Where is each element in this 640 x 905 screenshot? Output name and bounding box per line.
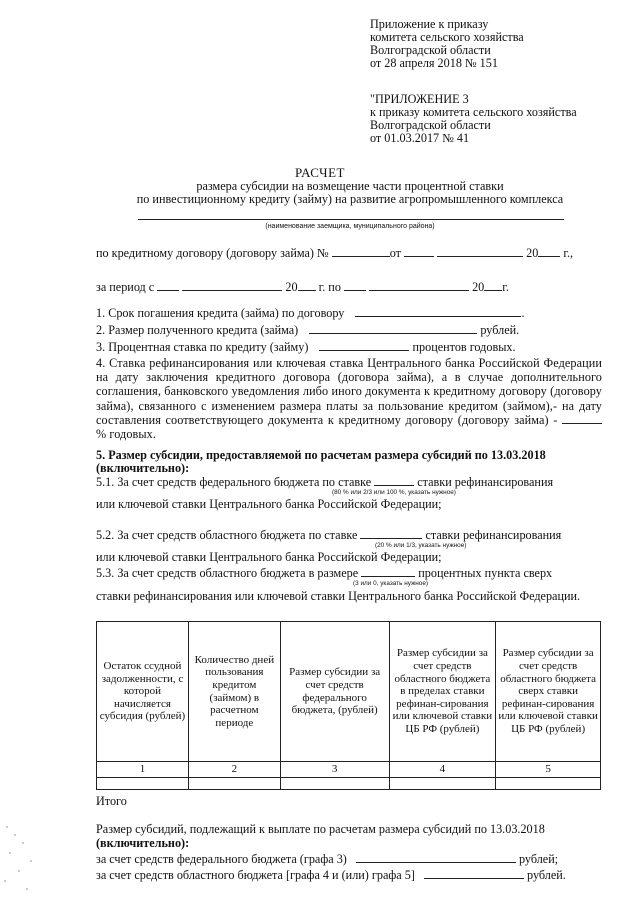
payable-federal	[96, 852, 558, 866]
item-3-unit: процентов годовых.	[412, 340, 516, 354]
payable-federal-label: за счет средств федерального бюджета (графа 3)	[96, 852, 347, 866]
header-line-2: комитета сельского хозяйства	[370, 30, 524, 44]
borrower-line	[138, 219, 564, 220]
doc-subtitle-1: размера субсидии на возмещение части процентной ставки	[196, 179, 504, 193]
col-number-1: 1	[97, 762, 189, 778]
appendix-line-3: от 01.03.2017 № 41	[370, 131, 470, 145]
section-5-2	[96, 528, 561, 542]
payable-federal-field[interactable]	[356, 852, 516, 863]
item-4	[96, 356, 602, 441]
s52-label: 5.2. За счет средств областного бюджета по ставке	[96, 528, 358, 542]
appendix-line-1: к приказу комитета сельского хозяйства	[370, 105, 577, 119]
payable-regional-field[interactable]	[424, 868, 524, 879]
header-cell-2: Количество дней пользования кредитом (займом) в расчетном периоде	[188, 622, 280, 762]
header-line-4: от 28 апреля 2018 № 151	[370, 56, 498, 70]
header-cell-5: Размер субсидии за счет средств областного бюджета сверх ставки рефинан-сирования или ключевой ставки ЦБ РФ (рублей)	[496, 622, 601, 762]
appendix-title: "ПРИЛОЖЕНИЕ 3	[370, 92, 469, 106]
s51-label: 5.1. За счет средств федерального бюджета по ставке	[96, 475, 372, 489]
s53-hint: (3 или 0, указать нужное)	[353, 580, 429, 587]
item-4-text: 4. Ставка рефинансирования или ключевая ставка Центрального банка Российской Федерации на дату заключения кредитного договора (договора займа), а в случае дополнительного соглашения, банковского уведомления либо иного документа к кредитному договору (договору займа), связанного с изменением размера платы за пользование кредитом (займом),- на дату составления соответствующего документа к кредитному договору (договору займа) -	[96, 356, 602, 427]
period-from-day-field[interactable]	[157, 280, 179, 291]
col-number-5: 5	[496, 762, 601, 778]
item-2	[96, 323, 519, 337]
s51-tail: ставки рефинансирования	[417, 475, 554, 489]
borrower-caption: (наименование заемщика, муниципального района)	[265, 223, 435, 230]
s51-hint: (80 % или 2/3 или 100 %, указать нужное)	[332, 489, 456, 496]
appendix-line-2: Волгоградской области	[370, 118, 491, 132]
table-number-row	[97, 762, 601, 778]
payable-title-1	[96, 822, 545, 836]
s52-tail: ставки рефинансирования	[425, 528, 562, 542]
header-line-3: Волгоградской области	[370, 43, 491, 57]
header-cell-4: Размер субсидии за счет средств областного бюджета в пределах ставки рефинан-сирования или ключевой ставки ЦБ РФ (рублей)	[389, 622, 496, 762]
table-cell[interactable]	[188, 778, 280, 790]
period-year-2: 20	[472, 280, 485, 294]
period-end: г.	[502, 280, 509, 294]
payable-title-text: Размер субсидий, подлежащий к выплате по расчетам размера субсидий по 13.03.2018	[96, 822, 545, 836]
table-cell[interactable]	[496, 778, 601, 790]
period-to-day-field[interactable]	[344, 280, 366, 291]
payable-regional-label: за счет средств областного бюджета [графа 4 и (или) графа 5]	[96, 868, 415, 882]
period-to-year-field[interactable]	[484, 280, 502, 291]
item-3-label: 3. Процентная ставка по кредиту (займу)	[96, 340, 309, 354]
item-2-label: 2. Размер полученного кредита (займа)	[96, 323, 299, 337]
payable-title-2: (включительно):	[96, 836, 190, 850]
contract-year: 20	[526, 246, 539, 260]
col-number-3: 3	[280, 762, 389, 778]
item-2-field[interactable]	[309, 323, 477, 334]
payable-regional	[96, 868, 566, 882]
item-1-field[interactable]	[355, 306, 521, 317]
table-row	[97, 778, 601, 790]
s53-line-2: ставки рефинансирования или ключевой ставки Центрального банка Российской Федерации.	[96, 589, 581, 603]
contract-prefix: по кредитному договору (договору займа) №	[96, 246, 329, 260]
table-cell[interactable]	[97, 778, 189, 790]
table-header-row	[97, 622, 601, 762]
contract-month-field[interactable]	[437, 246, 523, 257]
item-1-label: 1. Срок погашения кредита (займа) по договору	[96, 306, 345, 320]
s53-points-field[interactable]	[361, 566, 415, 577]
item-4-end: % годовых.	[96, 427, 157, 442]
contract-year-field[interactable]	[538, 246, 560, 257]
subsidy-table	[96, 621, 601, 790]
table-cell[interactable]	[389, 778, 496, 790]
s52-line-2: или ключевой ставки Центрального банка Российской Федерации;	[96, 550, 442, 564]
period-from-month-field[interactable]	[182, 280, 282, 291]
contract-number-field[interactable]	[332, 246, 390, 257]
header-cell-3: Размер субсидии за счет средств федерального бюджета, (рублей)	[280, 622, 389, 762]
contract-from: от	[389, 246, 401, 260]
section-5-3	[96, 566, 552, 580]
item-2-unit: рублей.	[480, 323, 520, 337]
total-label: Итого	[96, 794, 127, 808]
header-cell-1: Остаток ссудной задолженности, с которой начисляется субсидия (рублей)	[97, 622, 189, 762]
col-number-4: 4	[389, 762, 496, 778]
table-cell[interactable]	[280, 778, 389, 790]
s51-line-2: или ключевой ставки Центрального банка Российской Федерации;	[96, 497, 442, 511]
period-from-year-field[interactable]	[298, 280, 316, 291]
s52-hint: (20 % или 1/3, указать нужное)	[375, 542, 467, 549]
item-1	[96, 306, 525, 320]
payable-regional-unit: рублей.	[527, 868, 566, 882]
period-to-label: г. по	[318, 280, 341, 294]
contract-day-field[interactable]	[404, 246, 434, 257]
doc-title: РАСЧЕТ	[295, 165, 345, 180]
item-1-end: .	[521, 306, 525, 320]
section-5-title-1: 5. Размер субсидии, предоставляемой по расчетам размера субсидий по 13.03.2018	[96, 448, 546, 462]
header-line-1: Приложение к приказу	[370, 17, 489, 31]
item-3	[96, 340, 516, 354]
item-3-field[interactable]	[319, 340, 409, 351]
col-number-2: 2	[188, 762, 280, 778]
item-4-field[interactable]	[562, 413, 602, 424]
s52-rate-field[interactable]	[360, 528, 422, 539]
section-5-title-2: (включительно):	[96, 461, 190, 475]
contract-suffix: г.,	[563, 246, 574, 260]
period-row	[96, 280, 509, 294]
s53-tail: процентных пункта сверх	[418, 566, 553, 580]
period-to-month-field[interactable]	[369, 280, 469, 291]
payable-federal-unit: рублей;	[518, 852, 559, 866]
period-from-label: за период с	[96, 280, 155, 294]
doc-subtitle-2: по инвестиционному кредиту (займу) на развитие агропромышленного комплекса	[136, 192, 564, 206]
section-5-1	[96, 475, 553, 489]
s53-label: 5.3. За счет средств областного бюджета в размере	[96, 566, 359, 580]
s51-rate-field[interactable]	[374, 475, 414, 486]
period-year-1: 20	[285, 280, 298, 294]
contract-row	[96, 246, 573, 260]
